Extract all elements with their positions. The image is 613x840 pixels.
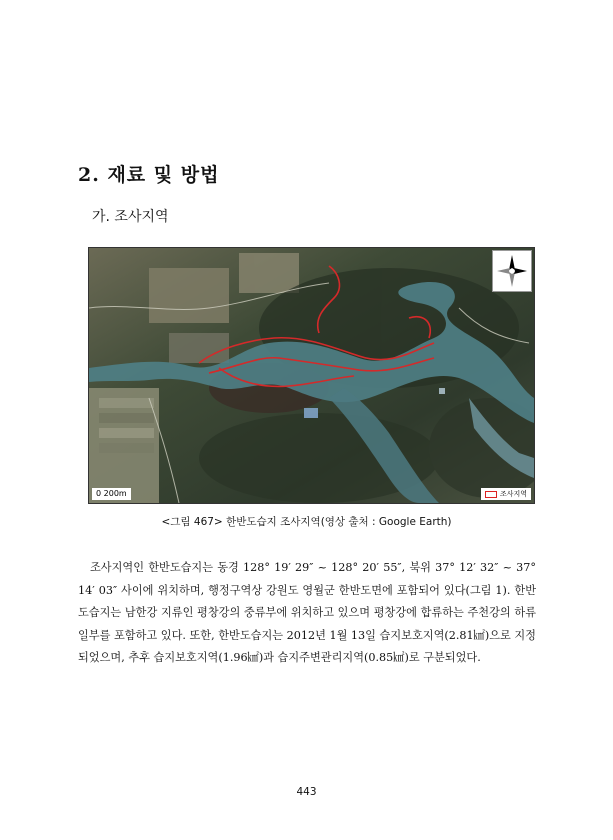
legend-swatch [485, 491, 497, 498]
figure-caption: <그림 467> 한반도습지 조사지역(영상 출처 : Google Earth) [161, 516, 452, 528]
page-number: 443 [296, 786, 317, 798]
section-title: 2. 재료 및 방법 [78, 164, 220, 186]
body-paragraph [78, 557, 536, 670]
scale-bar: 0 200m [92, 488, 131, 500]
map-legend [481, 488, 531, 500]
subsection-title: 가. 조사지역 [92, 209, 169, 225]
north-arrow-compass [492, 250, 532, 292]
satellite-image [89, 248, 534, 503]
body-paragraph-text: 조사지역인 한반도습지는 동경 128° 19′ 29″ ~ 128° 20′ 55″, 북위 37° 12′ 32″ ~ 37° 14′ 03″ 사이에 위치하며, 행정구역상 강원도 영월군 한반도면에 포함되어 있다(그림 1). 한반도습지는 남한강 지류인 평창강의 중류부에 위치하고 있으며 평창강에 합류하는 주천강의 하류 일부를 포함하고 있다. 또한, 한반도습지는 2012년 1월 13일 습지보호지역(2.81㎢)으로 지정되었으며, 추후 습지보호지역(1.96㎢)과 습지주변관리지역(0.85㎢)로 구분되었다. [78, 561, 536, 665]
legend-label: 조사지역 [499, 490, 527, 498]
satellite-map-figure [88, 247, 535, 504]
